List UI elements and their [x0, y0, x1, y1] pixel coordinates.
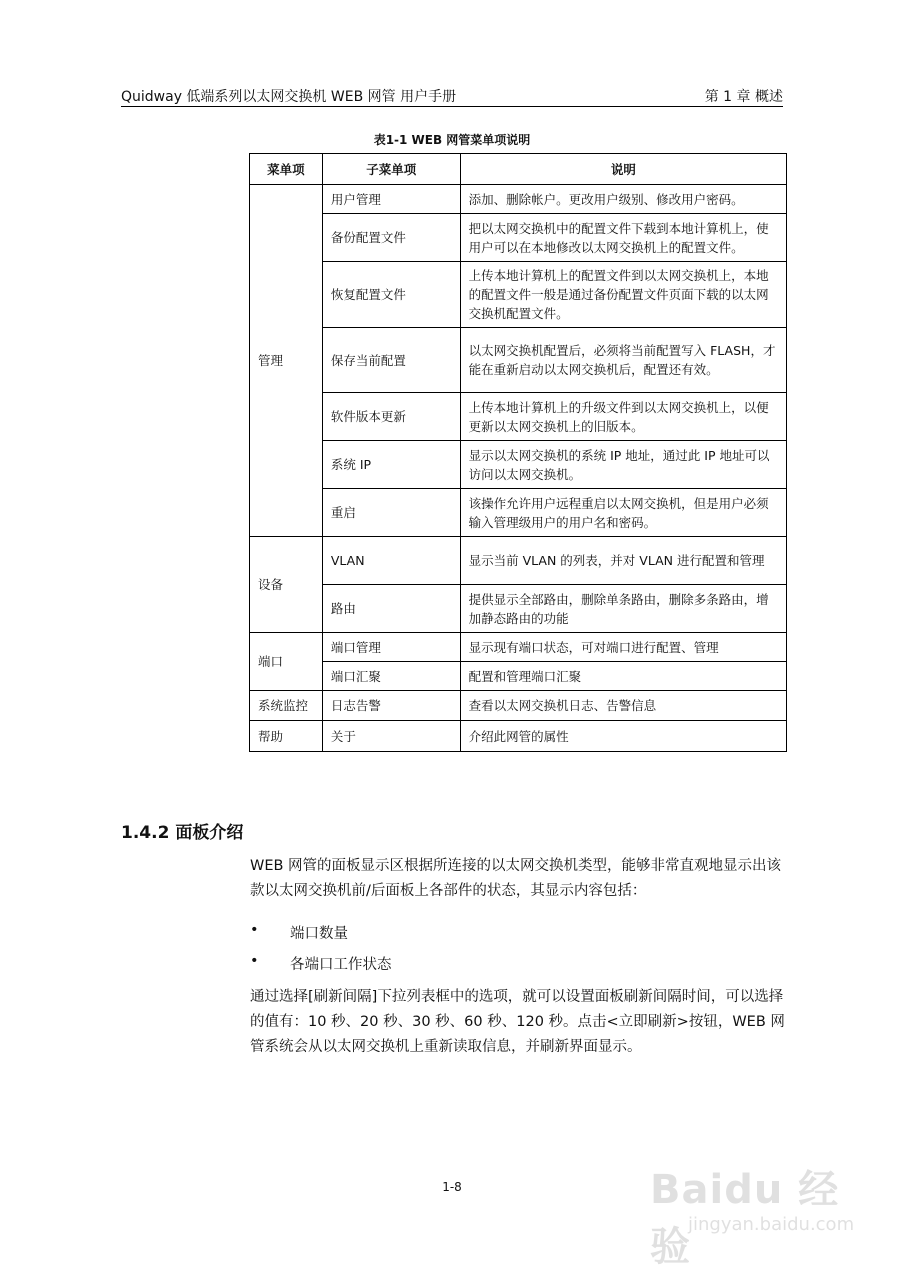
baidu-logo-icon: Baidu 经验 [650, 1167, 840, 1270]
table-row [250, 585, 787, 633]
submenu-cell: 用户管理 [322, 185, 460, 214]
description-cell: 把以太网交换机中的配置文件下载到本地计算机上，使用户可以在本地修改以太网交换机上的配置文件。 [460, 214, 786, 262]
description-cell: 上传本地计算机上的配置文件到以太网交换机上，本地的配置文件一般是通过备份配置文件页面下载的以太网交换机配置文件。 [460, 262, 786, 328]
menu-cell: 系统监控 [250, 691, 323, 721]
page-header [121, 86, 783, 107]
submenu-cell: VLAN [322, 537, 460, 585]
list-item-text: 端口数量 [290, 926, 348, 942]
submenu-cell: 备份配置文件 [322, 214, 460, 262]
description-cell: 查看以太网交换机日志、告警信息 [460, 691, 786, 721]
watermark-url: jingyan.baidu.com [688, 1214, 855, 1235]
menu-table [249, 153, 787, 752]
description-cell: 添加、删除帐户。更改用户级别、修改用户密码。 [460, 185, 786, 214]
description-cell: 介绍此网管的属性 [460, 721, 786, 752]
description-cell: 以太网交换机配置后，必须将当前配置写入 FLASH，才能在重新启动以太网交换机后，配置还有效。 [460, 328, 786, 393]
bullet-icon: • [250, 922, 259, 938]
table-row [250, 441, 787, 489]
page-number: 1-8 [442, 1180, 462, 1194]
column-header: 菜单项 [250, 154, 323, 185]
submenu-cell: 系统 IP [322, 441, 460, 489]
description-cell: 该操作允许用户远程重启以太网交换机，但是用户必须输入管理级用户的用户名和密码。 [460, 489, 786, 537]
table-header-row [250, 154, 787, 185]
submenu-cell: 恢复配置文件 [322, 262, 460, 328]
table-row [250, 633, 787, 662]
menu-cell: 端口 [250, 633, 323, 691]
description-cell: 配置和管理端口汇聚 [460, 662, 786, 691]
paragraph-intro: WEB 网管的面板显示区根据所连接的以太网交换机类型，能够非常直观地显示出该款以太网交换机前/后面板上各部件的状态，其显示内容包括： [250, 858, 782, 899]
table-row [250, 328, 787, 393]
column-header: 子菜单项 [322, 154, 460, 185]
list-item-text: 各端口工作状态 [290, 957, 392, 973]
submenu-cell: 日志告警 [322, 691, 460, 721]
submenu-cell: 路由 [322, 585, 460, 633]
menu-cell: 管理 [250, 185, 323, 537]
menu-cell: 帮助 [250, 721, 323, 752]
table-caption: 表1-1 WEB 网管菜单项说明 [373, 133, 531, 147]
description-cell: 显示当前 VLAN 的列表，并对 VLAN 进行配置和管理 [460, 537, 786, 585]
submenu-cell: 关于 [322, 721, 460, 752]
description-cell: 提供显示全部路由，删除单条路由，删除多条路由，增加静态路由的功能 [460, 585, 786, 633]
table-row [250, 537, 787, 585]
header-title: Quidway 低端系列以太网交换机 WEB 网管 用户手册 [121, 89, 457, 105]
column-header: 说明 [460, 154, 786, 185]
table-row [250, 721, 787, 752]
table-row [250, 262, 787, 328]
header-chapter: 第 1 章 概述 [704, 89, 783, 105]
submenu-cell: 端口汇聚 [322, 662, 460, 691]
submenu-cell: 软件版本更新 [322, 393, 460, 441]
description-cell: 显示现有端口状态，可对端口进行配置、管理 [460, 633, 786, 662]
description-cell: 显示以太网交换机的系统 IP 地址，通过此 IP 地址可以访问以太网交换机。 [460, 441, 786, 489]
submenu-cell: 重启 [322, 489, 460, 537]
baidu-watermark [642, 1148, 862, 1270]
bullet-icon: • [250, 953, 259, 969]
table-row [250, 691, 787, 721]
table-row [250, 489, 787, 537]
table-row [250, 214, 787, 262]
section-title: 1.4.2 面板介绍 [121, 823, 244, 843]
description-cell: 上传本地计算机上的升级文件到以太网交换机上，以便更新以太网交换机上的旧版本。 [460, 393, 786, 441]
submenu-cell: 保存当前配置 [322, 328, 460, 393]
table-row [250, 662, 787, 691]
submenu-cell: 端口管理 [322, 633, 460, 662]
table-row [250, 393, 787, 441]
paragraph-refresh: 通过选择[刷新间隔]下拉列表框中的选项，就可以设置面板刷新间隔时间，可以选择的值有：10 秒、20 秒、30 秒、60 秒、120 秒。点击<立即刷新>按钮，WEB 网管系统会从以太网交换机上重新读取信息，并刷新界面显示。 [250, 989, 785, 1055]
menu-cell: 设备 [250, 537, 323, 633]
table-row [250, 185, 787, 214]
